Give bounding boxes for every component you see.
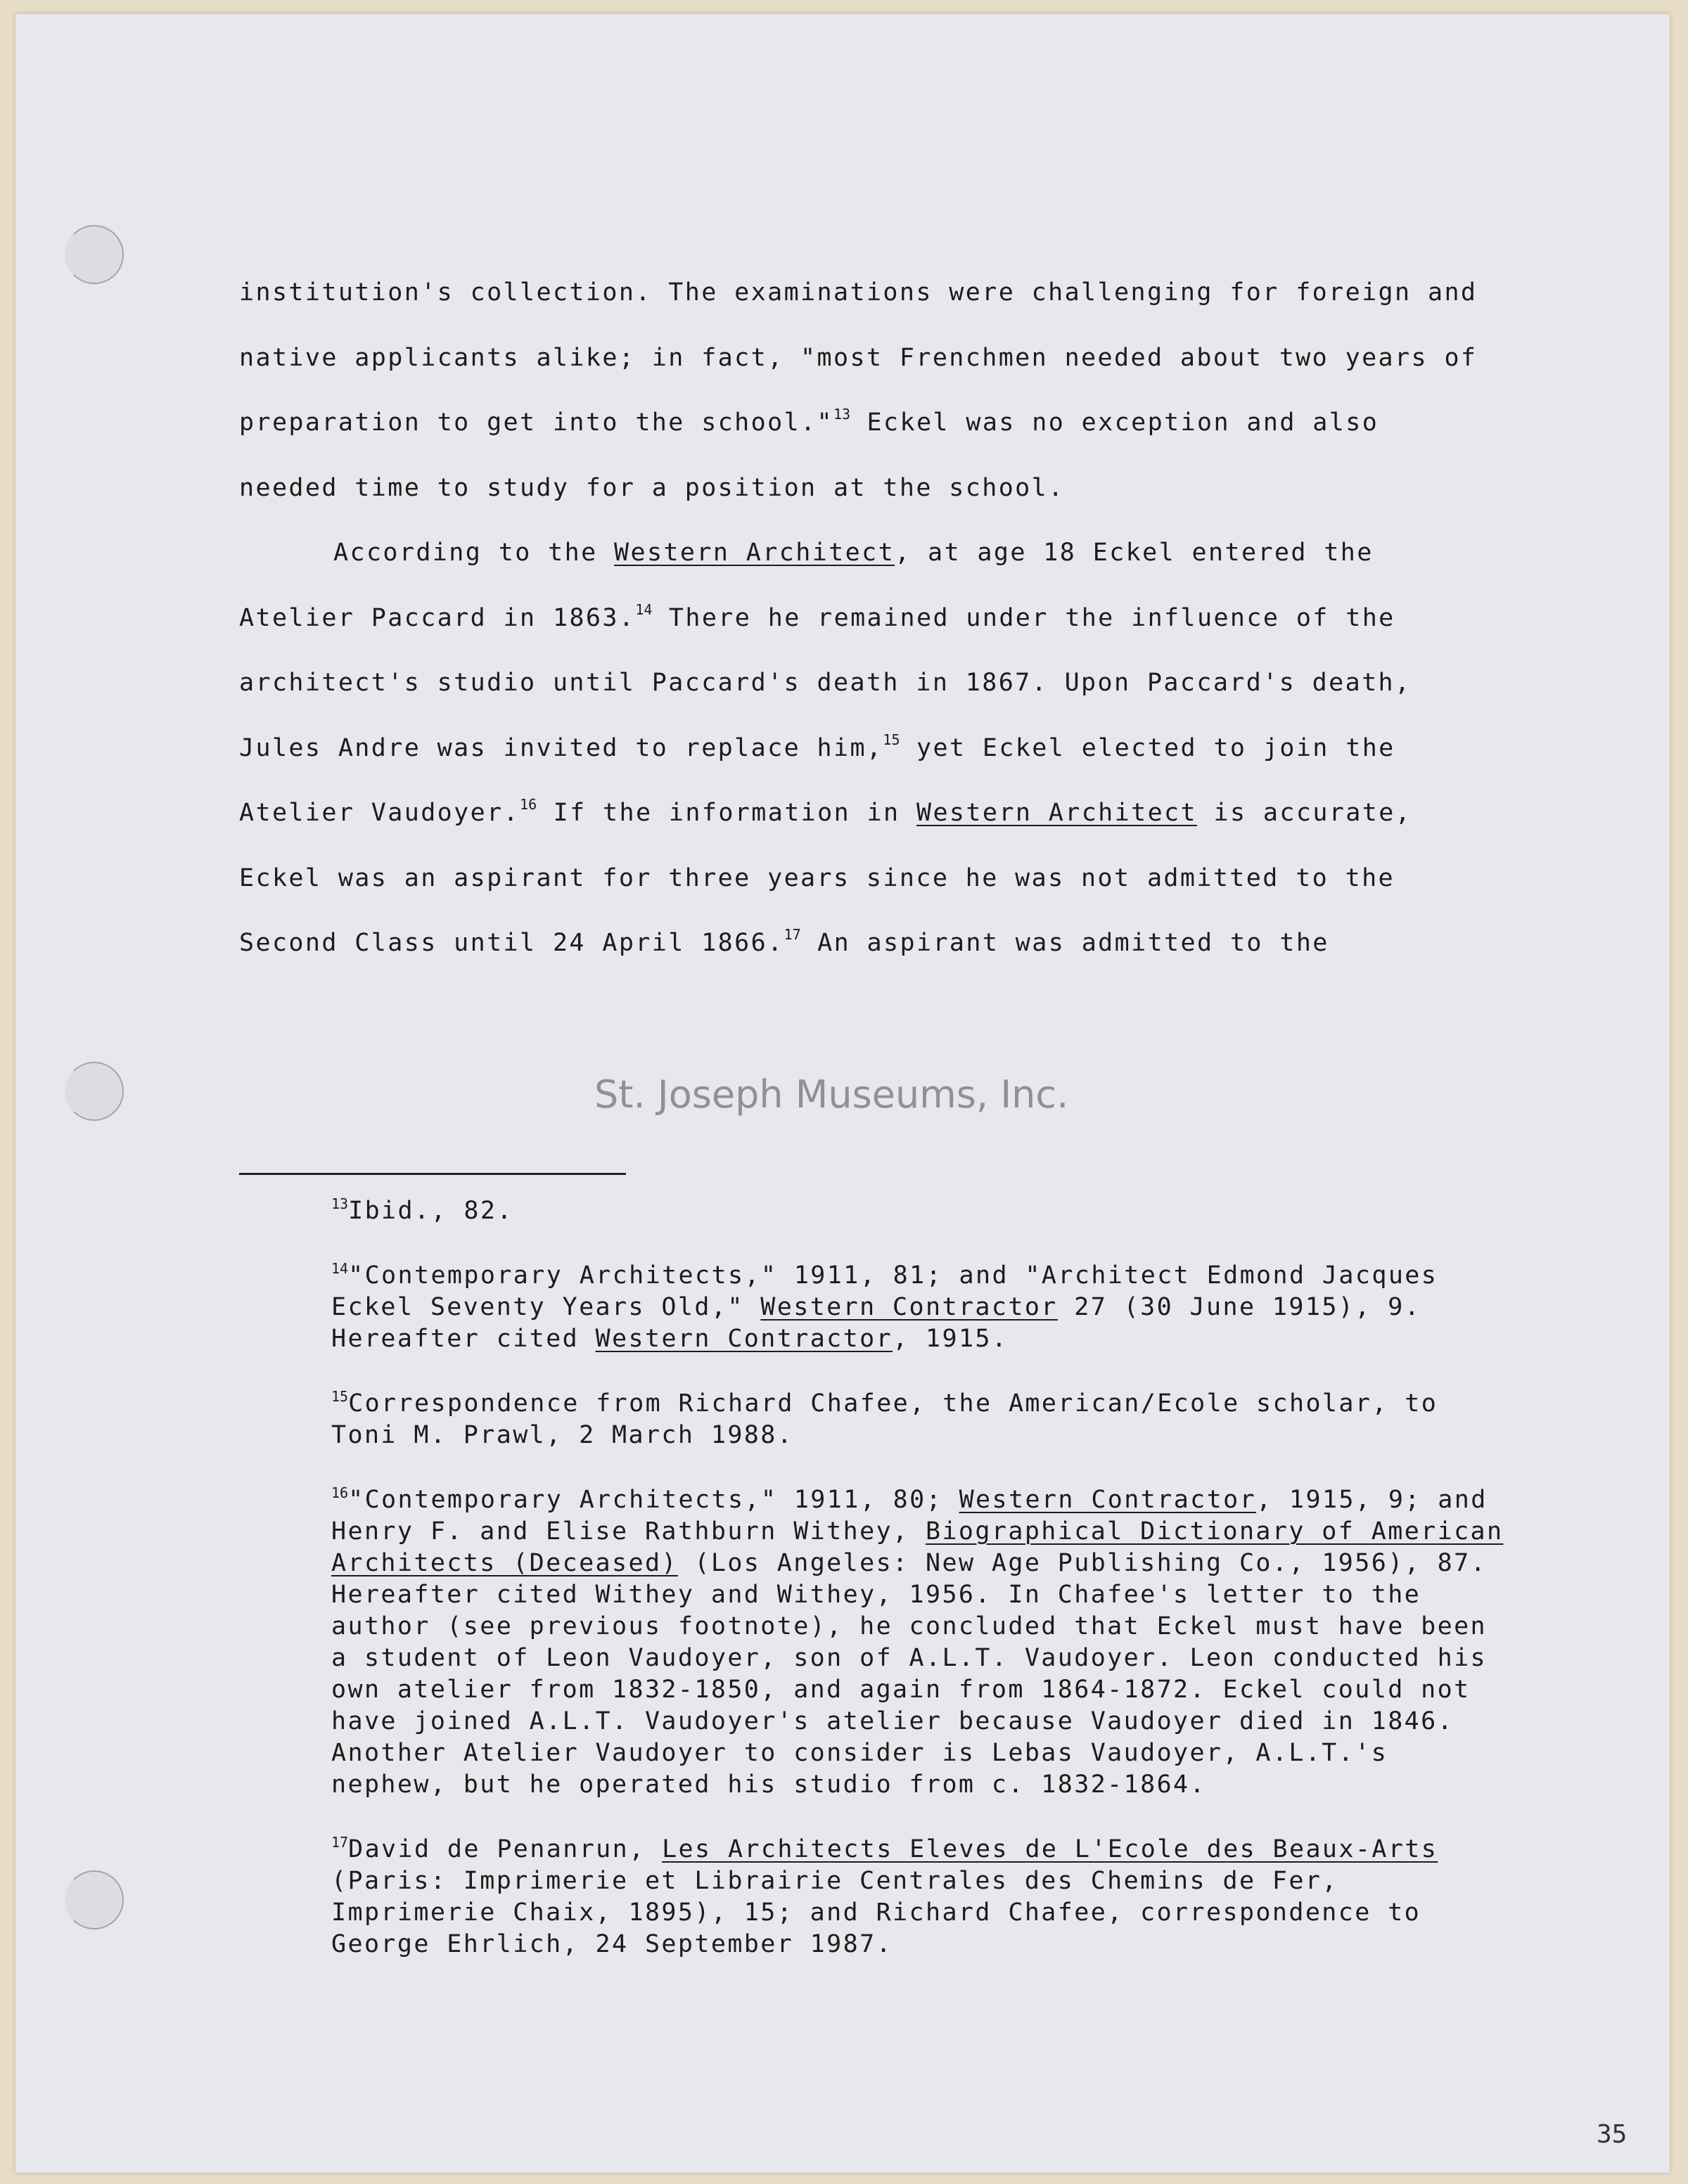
footnote-ref-14: 14 (635, 600, 653, 618)
footnote-divider (239, 1173, 626, 1175)
footnote-17: $^{17}$David de Penanrun, Les Architects Eleves de L'Ecole des Beaux-Arts (Paris: Imprimerie et Librairie Centrales des Chemins de Fer, Imprimerie Chaix, 1895), 15; and Richard Chafee, correspondence to George Ehrlich, 24 September 1987. (331, 1834, 1438, 1958)
footnote-15: $^{15}$Correspondence from Richard Chafee, the American/Ecole scholar, to Toni M. Prawl, 2 March 1988. (331, 1388, 1438, 1449)
body-text (239, 260, 1491, 976)
footnote-ref-13: 13 (833, 406, 851, 423)
paragraph-1: institution's collection. The examinations were challenging for foreign and native applicants alike; in fact, "most Frenchmen needed about two years of preparation to get into the school."$^{13}$ Eckel was no exception and also needed time to study for a position at the school. (239, 278, 1478, 502)
footnote-number: 15 (331, 1388, 349, 1405)
footnotes (237, 1195, 1517, 1993)
punch-hole-middle (65, 1062, 124, 1121)
footnote-13: $^{13}$Ibid., 82. (331, 1195, 513, 1225)
page-number: 35 (1597, 2120, 1628, 2149)
footnote-number: 16 (331, 1484, 349, 1501)
paragraph-2: According to the Western Architect, at age 18 Eckel entered the Atelier Paccard in 1863.14 There he remained under the influence of the architect's studio until Paccard's death in 1867. Upon Paccard's death, Jules Andre was invited to replace him,$^{15}$ yet Eckel elected to join the Atelier Vaudoyer.$^{16}$ If the information in Western Architect is accurate, Eckel was an aspirant for three years since he was not admitted to the Second Class until 24 April 1866.17 An aspirant was admitted to the (239, 539, 1412, 957)
punch-hole-top (65, 225, 124, 284)
footnote-number: 13 (331, 1195, 349, 1212)
title-western-architect-2: Western Architect (916, 799, 1198, 827)
footnote-number: 14 (331, 1260, 349, 1277)
footnote-number: 17 (331, 1834, 349, 1851)
title-western-architect: Western Architect (614, 539, 895, 567)
footnote-14: $^{14}$"Contemporary Architects," 1911, 81; and "Architect Edmond Jacques Eckel Seventy Years Old," Western Contractor 27 (30 June 1915), 9. Hereafter cited Western Contractor, 1915. (331, 1260, 1438, 1353)
footnote-ref-16: 16 (520, 796, 537, 813)
footnote-16: $^{16}$"Contemporary Architects," 1911, 80; Western Contractor, 1915, 9; and Henry F. and Elise Rathburn Withey, Biographical Dictionary of American Architects (Deceased) (Los Angeles: New Age Publishing Co., 1956), 87. Hereafter cited Withey and Withey, 1956. In Chafee's letter to the author (see previous footnote), he concluded that Eckel must have been a student of Leon Vaudoyer, son of A.L.T. Vaudoyer. Leon conducted his own atelier from 1832-1850, and again from 1864-1872. Eckel could not have joined A.L.T. Vaudoyer's atelier because Vaudoyer died in 1846. Another Atelier Vaudoyer to consider is Lebas Vaudoyer, A.L.T.'s nephew, but he operated his studio from c. 1832-1864. (331, 1484, 1504, 1799)
punch-hole-bottom (65, 1870, 124, 1929)
footnote-ref-15: 15 (883, 731, 900, 748)
watermark: St. Joseph Museums, Inc. (594, 1072, 1069, 1117)
footnote-ref-17: 17 (784, 926, 801, 943)
